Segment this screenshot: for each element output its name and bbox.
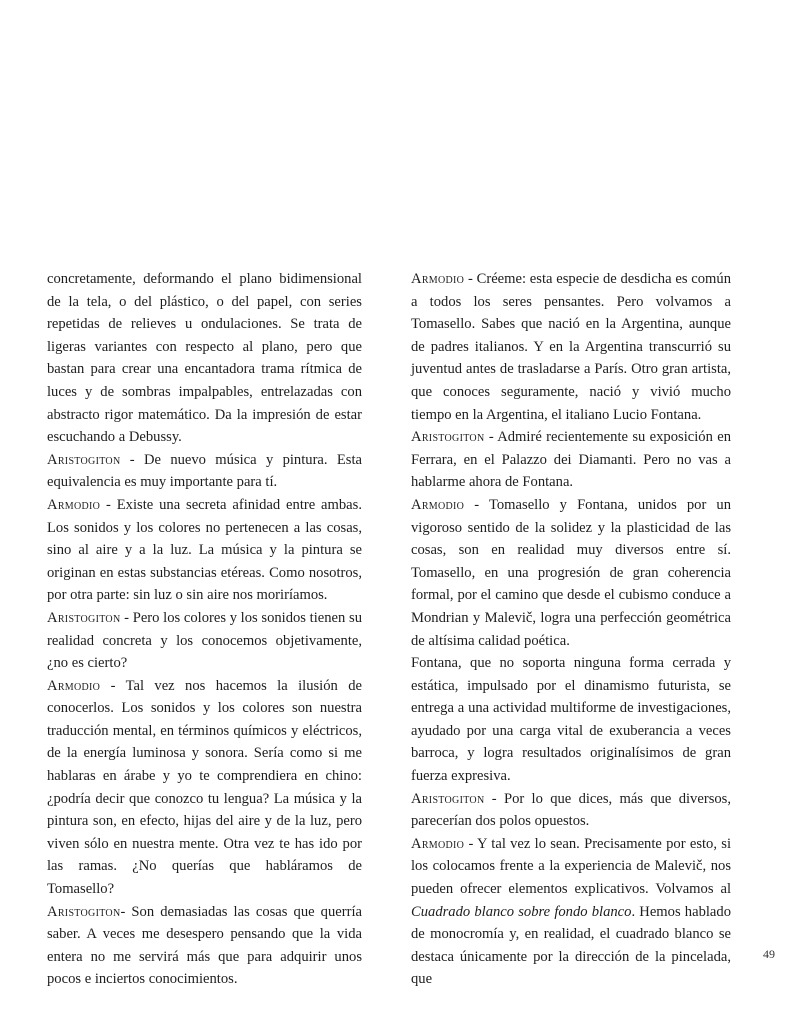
paragraph-text: - Tal vez nos hacemos la ilusión de conocerlos. Los sonidos y los colores son nuestra traducción mental, en términos químicos y eléctricos, de la energía luminosa y sonora. Sería como si me hablaras en árabe y yo te comprendiera en chino: ¿podría decir que conozco tu lengua? La música y la pintura son, en efecto, hijas del aire y de la luz, pero viven sólo en nuestra mente. Otra vez te has ido por las ramas. ¿No querías que habláramos de Tomasello?	[47, 677, 362, 898]
text-column-left	[47, 268, 362, 991]
paragraph-text: - Créeme: esta especie de desdicha es común a todos los seres pensantes. Pero volvamos a Tomasello. Sabes que nació en la Argentina, aunque de padres italianos. Y en la Argentina transcurrió su juventud antes de trasladarse a París. Otro gran artista, que conoces seguramente, nació y vivió mucho tiempo en la Argentina, el italiano Lucio Fontana.	[411, 271, 731, 423]
paragraph	[411, 788, 731, 833]
paragraph-text: Fontana, que no soporta ninguna forma cerrada y estática, impulsado por el dinamismo futurista, se entrega a una actividad multiforme de investigaciones, ayudado por una carga vital de exuberancia a veces barroca, y logra resultados originalísimos de gran fuerza expresiva.	[411, 655, 731, 785]
paragraph-text: concretamente, deformando el plano bidimensional de la tela, o del plástico, o del papel, con series repetidas de relieves u ondulaciones. Se trata de ligeras variantes con respecto al plano, pero que bastan para crear una encantadora trama rítmica de luces y de sombras impalpables, entrelazadas con abstracto rigor matemático. Da la impresión de estar escuchando a Debussy.	[47, 271, 362, 446]
paragraph-text: - Tomasello y Fontana, unidos por un vigoroso sentido de la solidez y la plasticidad de las cosas, son en realidad muy diversos entre sí. Tomasello, en una progresión de gran coherencia formal, por el camino que desde el cubismo conduce a Mondrian y Malevič, logra una perfección geométrica de altísima calidad poética.	[411, 496, 731, 649]
paragraph-text: - Existe una secreta afinidad entre ambas. Los sonidos y los colores no pertenecen a las cosas, sino al aire y a la luz. La música y la pintura se originan en estas substancias etéreas. Como nosotros, por otra parte: sin luz o sin aire nos moriríamos.	[47, 496, 362, 604]
speaker-name: Aristogiton	[411, 429, 485, 446]
speaker-name: Armodio	[411, 496, 465, 513]
paragraph	[47, 607, 362, 675]
paragraph	[47, 901, 362, 991]
page-number: 49	[763, 947, 775, 961]
paragraph-text: . Hemos hablado de monocromía y, en realidad, el cuadrado blanco se destaca únicamente por la dirección de la pincelada, que	[411, 903, 731, 988]
speaker-name: Aristogiton	[47, 609, 121, 626]
paragraph-text: - De nuevo música y pintura. Esta equivalencia es muy importante para tí.	[47, 451, 362, 491]
paragraph	[411, 494, 731, 652]
speaker-name: Aristogiton	[47, 451, 121, 468]
paragraph-text: - Son demasiadas las cosas que querría saber. A veces me desespero pensando que la vida entera no me servirá más que para adquirir unos pocos e inciertos conocimientos.	[47, 903, 362, 988]
artwork-title: Cuadrado blanco sobre fondo blanco	[411, 903, 632, 920]
paragraph	[47, 268, 362, 449]
speaker-name: Armodio	[411, 271, 465, 287]
paragraph	[411, 652, 731, 788]
paragraph	[411, 426, 731, 494]
paragraph	[411, 268, 731, 426]
paragraph-text: - Y tal vez lo sean. Precisamente por esto, si los colocamos frente a la experiencia de Malevič, nos pueden ofrecer elementos explicativos. Volvamos al	[411, 835, 731, 898]
paragraph-text: - Admiré recientemente su exposición en Ferrara, en el Palazzo dei Diamanti. Pero no vas a hablarme ahora de Fontana.	[411, 429, 731, 491]
paragraph	[47, 494, 362, 607]
speaker-name: Armodio	[411, 835, 465, 852]
speaker-name: Aristogiton	[411, 790, 485, 807]
paragraph	[47, 675, 362, 901]
text-column-right	[411, 268, 731, 991]
speaker-name: Aristogiton	[47, 903, 121, 920]
speaker-name: Armodio	[47, 496, 101, 513]
speaker-name: Armodio	[47, 677, 101, 694]
paragraph-text: - Pero los colores y los sonidos tienen su realidad concreta y los conocemos objetivamente, ¿no es cierto?	[47, 609, 362, 672]
paragraph	[411, 833, 731, 991]
paragraph	[47, 449, 362, 494]
paragraph-text: - Por lo que dices, más que diversos, parecerían dos polos opuestos.	[411, 790, 731, 830]
